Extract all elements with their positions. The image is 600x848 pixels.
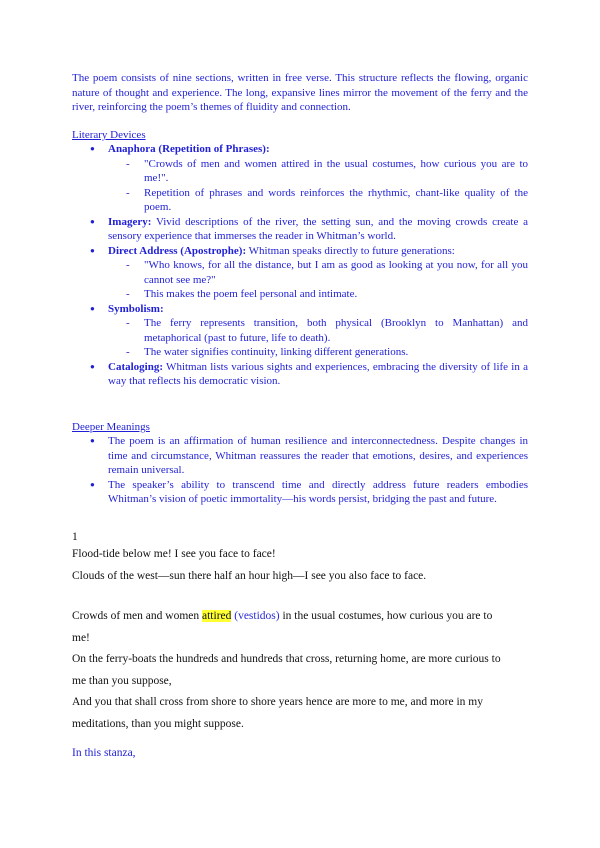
device-text: Vivid descriptions of the river, the setting sun, and the moving crowds create a sensory experience that immerses the reader in Whitman’s world. <box>108 215 528 242</box>
sub-list <box>108 258 528 302</box>
line-text: in the usual costumes, how curious you are to <box>279 610 493 622</box>
poem-line: meditations, than you might suppose. <box>72 717 244 730</box>
device-term: Symbolism: <box>108 302 164 315</box>
sub-item: - The water signifies continuity, linking different generations. <box>108 345 528 360</box>
sub-item: - "Who knows, for all the distance, but I am as good as looking at you now, for all you cannot see me?" <box>108 258 528 287</box>
poem-line: On the ferry-boats the hundreds and hundreds that cross, returning home, are more curious to <box>72 653 501 665</box>
line-text: Crowds of men and women <box>72 610 202 622</box>
poem-line: Clouds of the west—sun there half an hour high—I see you also face to face. <box>72 569 427 582</box>
poem-section <box>72 530 528 587</box>
device-term: Direct Address (Apostrophe): <box>108 244 247 257</box>
poem-stanza <box>72 606 528 735</box>
poem-line: me than you suppose, <box>72 674 172 687</box>
translation-note: (vestidos) <box>231 610 280 622</box>
poem-line: me! <box>72 631 90 644</box>
sub-item: - The ferry represents transition, both physical (Brooklyn to Manhattan) and metaphorical (past to future, life to death). <box>108 316 528 345</box>
intro-paragraph: The poem consists of nine sections, written in free verse. This structure reflects the flowing, organic nature of thought and experience. The long, expansive lines mirror the movement of the ferry and the river, reinforcing the poem’s themes of fluidity and connection. <box>72 72 528 113</box>
device-term: Cataloging: <box>108 360 163 373</box>
device-text: Whitman lists various sights and experiences, embracing the diversity of life in a way that reflects his democratic vision. <box>108 360 528 387</box>
sub-item: - "Crowds of men and women attired in the usual costumes, how curious you are to me!". <box>108 157 528 186</box>
list-item <box>72 244 528 302</box>
sub-list <box>108 316 528 360</box>
device-text: Whitman speaks directly to future generations: <box>246 244 455 257</box>
list-item <box>72 360 528 389</box>
highlighted-word: attired <box>202 610 232 622</box>
list-item <box>72 302 528 360</box>
list-item: ● The speaker’s ability to transcend time and directly address future readers embodies Whitman’s vision of poetic immortality—his words persist, bridging the past and future. <box>72 478 528 507</box>
section-number: 1 <box>72 531 78 543</box>
poem-line: And you that shall cross from shore to shore years hence are more to me, and more in my <box>72 696 484 708</box>
sub-item: - Repetition of phrases and words reinforces the rhythmic, chant-like quality of the poem. <box>108 186 528 215</box>
device-term: Imagery: <box>108 215 152 228</box>
deeper-meanings-list <box>72 434 528 507</box>
list-item: ● The poem is an affirmation of human resilience and interconnectedness. Despite changes in time and circumstance, Whitman reassures the reader that emotions, desires, and experiences remain universal. <box>72 434 528 478</box>
list-item <box>72 215 528 244</box>
stanza-note: In this stanza, <box>72 747 136 759</box>
deeper-meanings-heading: Deeper Meanings <box>72 421 150 433</box>
poem-line: Flood-tide below me! I see you face to face! <box>72 548 276 560</box>
literary-devices-heading: Literary Devices <box>72 129 146 141</box>
sub-list <box>108 157 528 215</box>
sub-item: - This makes the poem feel personal and intimate. <box>108 287 528 302</box>
literary-devices-list <box>72 142 528 389</box>
poem-line <box>72 606 528 628</box>
device-term: Anaphora (Repetition of Phrases): <box>108 143 270 155</box>
list-item <box>72 142 528 215</box>
